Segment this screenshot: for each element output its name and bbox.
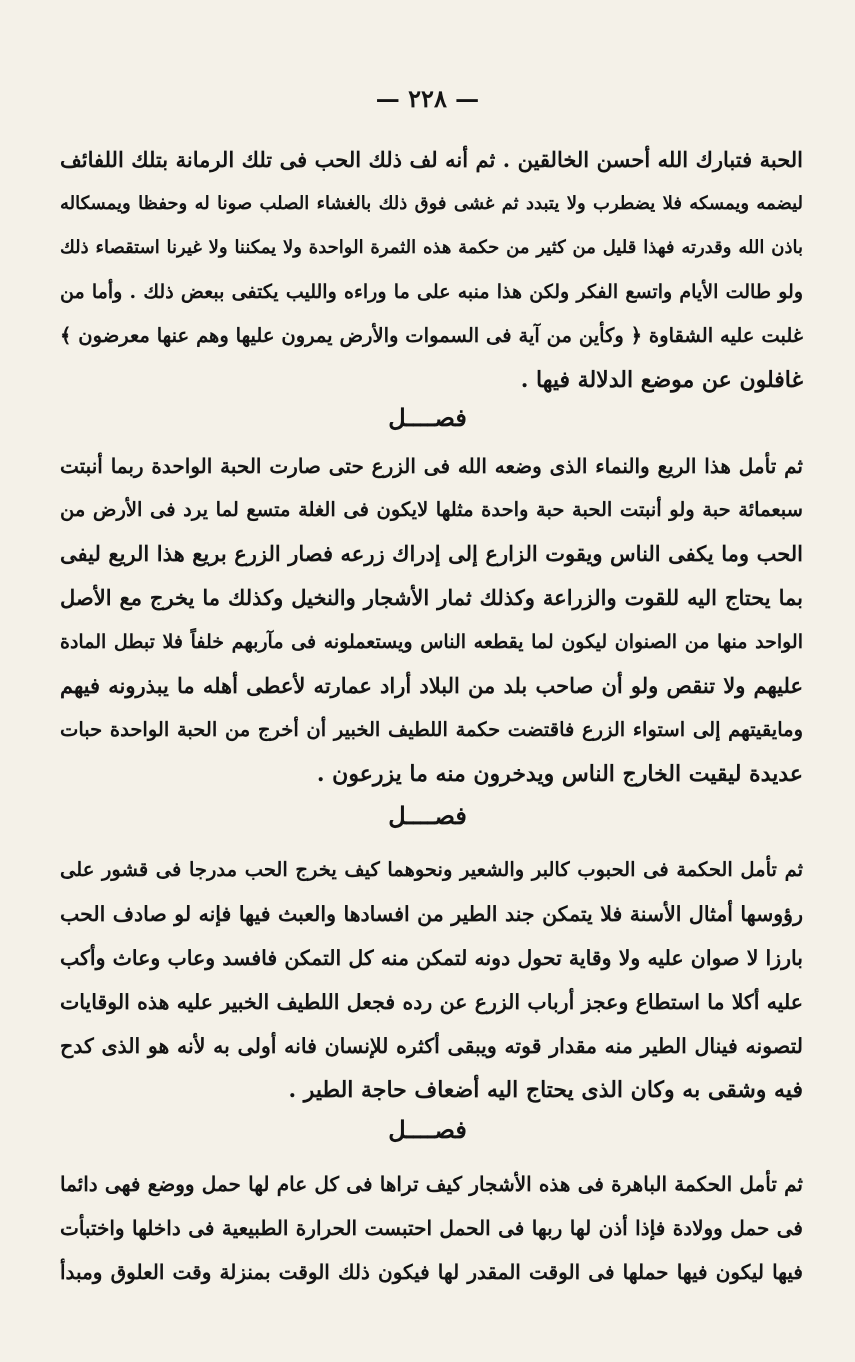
text-line: الواحد منها من الصنوان ليكون لما يقطعه الناس ويستعملونه فى مآربهم خلفاً فلا تبطل المادة bbox=[60, 631, 803, 653]
section-heading: فصــــل bbox=[388, 801, 467, 830]
text-line: بارزا لا صوان عليه ولا وقاية تحول دونه لتمكن منه كل التمكن فافسد وعاب وعاث وأكب bbox=[60, 946, 803, 970]
paragraph-4 bbox=[60, 1162, 803, 1294]
text-line: رؤوسها أمثال الأسنة فلا يتمكن جند الطير من افسادها والعبث فيها فإنه لو صادف الحب bbox=[60, 902, 803, 926]
text-line: فيه وشقى به وكان الذى يحتاج اليه أضعاف حاجة الطير . bbox=[288, 1077, 803, 1103]
text-line: ثم تأمل الحكمة الباهرة فى هذه الأشجار كيف تراها فى كل عام لها حمل ووضع فهى دائما bbox=[60, 1172, 803, 1196]
section-heading: فصــــل bbox=[388, 403, 467, 432]
text-line: غافلون عن موضع الدلالة فيها . bbox=[520, 367, 803, 393]
text-line: ثم تأمل هذا الريع والنماء الذى وضعه الله فى الزرع حتى صارت الحبة الواحدة ربما أنبتت bbox=[60, 454, 803, 478]
text-line: باذن الله وقدرته فهذا قليل من كثير من حكمة هذه الثمرة الواحدة ولا يمكننا ولا غيرنا استقصاء ذلك bbox=[60, 237, 803, 258]
page-number: — ٢٢٨ — bbox=[375, 84, 480, 113]
text-line: سبعمائة حبة ولو أنبتت الحبة حبة واحدة مثلها لايكون فى الغلة متسع لما يرد فى الأرض من bbox=[60, 498, 803, 521]
paragraph-2 bbox=[60, 444, 803, 796]
text-line: الحبة فتبارك الله أحسن الخالقين . ثم أنه لف ذلك الحب فى تلك الرمانة بتلك اللفائف bbox=[60, 147, 803, 172]
section-heading: فصــــل bbox=[388, 1115, 467, 1144]
text-line: ولو طالت الأيام واتسع الفكر ولكن هذا منبه على ما وراءه والليب يكتفى ببعض ذلك . وأما من bbox=[60, 281, 803, 303]
text-line: بما يحتاج اليه للقوت والزراعة وكذلك ثمار الأشجار والنخيل وكذلك ما يخرج مع الأصل bbox=[60, 585, 803, 610]
paragraph-1 bbox=[60, 138, 803, 402]
text-line: عديدة ليقيت الخارج الناس ويدخرون منه ما يزرعون . bbox=[316, 761, 803, 787]
text-line: ليضمه ويمسكه فلا يضطرب ولا يتبدد ثم غشى فوق ذلك بالغشاء الصلب صونا له وحفظا ويمسكاله bbox=[60, 193, 803, 214]
text-line: عليه أكلا ما استطاع وعجز أرباب الزرع عن رده فجعل اللطيف الخبير عليه هذه الوقايات bbox=[60, 990, 803, 1014]
text-line: فيها ليكون فيها حملها فى الوقت المقدر لها فيكون ذلك الوقت بمنزلة وقت العلوق ومبدأ bbox=[60, 1260, 803, 1284]
text-line: فى حمل وولادة فإذا أذن لها ربها فى الحمل احتبست الحرارة الطبيعية فى داخلها واختبأت bbox=[60, 1216, 803, 1240]
text-line: ثم تأمل الحكمة فى الحبوب كالبر والشعير ونحوهما كيف يخرج الحب مدرجا فى قشور على bbox=[60, 858, 803, 881]
text-line: الحب وما يكفى الناس ويقوت الزارع إلى إدراك زرعه فصار الزرع بريع هذا الريع ليفى bbox=[60, 541, 803, 566]
text-line: لتصونه فينال الطير منه مقدار قوته ويبقى أكثره للإنسان فانه أولى به لأنه هو الذى كدح bbox=[60, 1034, 803, 1058]
text-line: غلبت عليه الشقاوة ﴿ وكأين من آية فى السموات والأرض يمرون عليها وهم عنها معرضون ﴾ bbox=[60, 324, 803, 347]
paragraph-3 bbox=[60, 848, 803, 1112]
text-line: ومايقيتهم إلى استواء الزرع فاقتضت حكمة اللطيف الخبير أن أخرج من الحبة الواحدة حبات bbox=[60, 718, 803, 741]
text-line: عليهم ولا تنقص ولو أن صاحب بلد من البلاد أراد عمارته لأعطى أهله ما يبذرونه فيهم bbox=[60, 673, 803, 698]
